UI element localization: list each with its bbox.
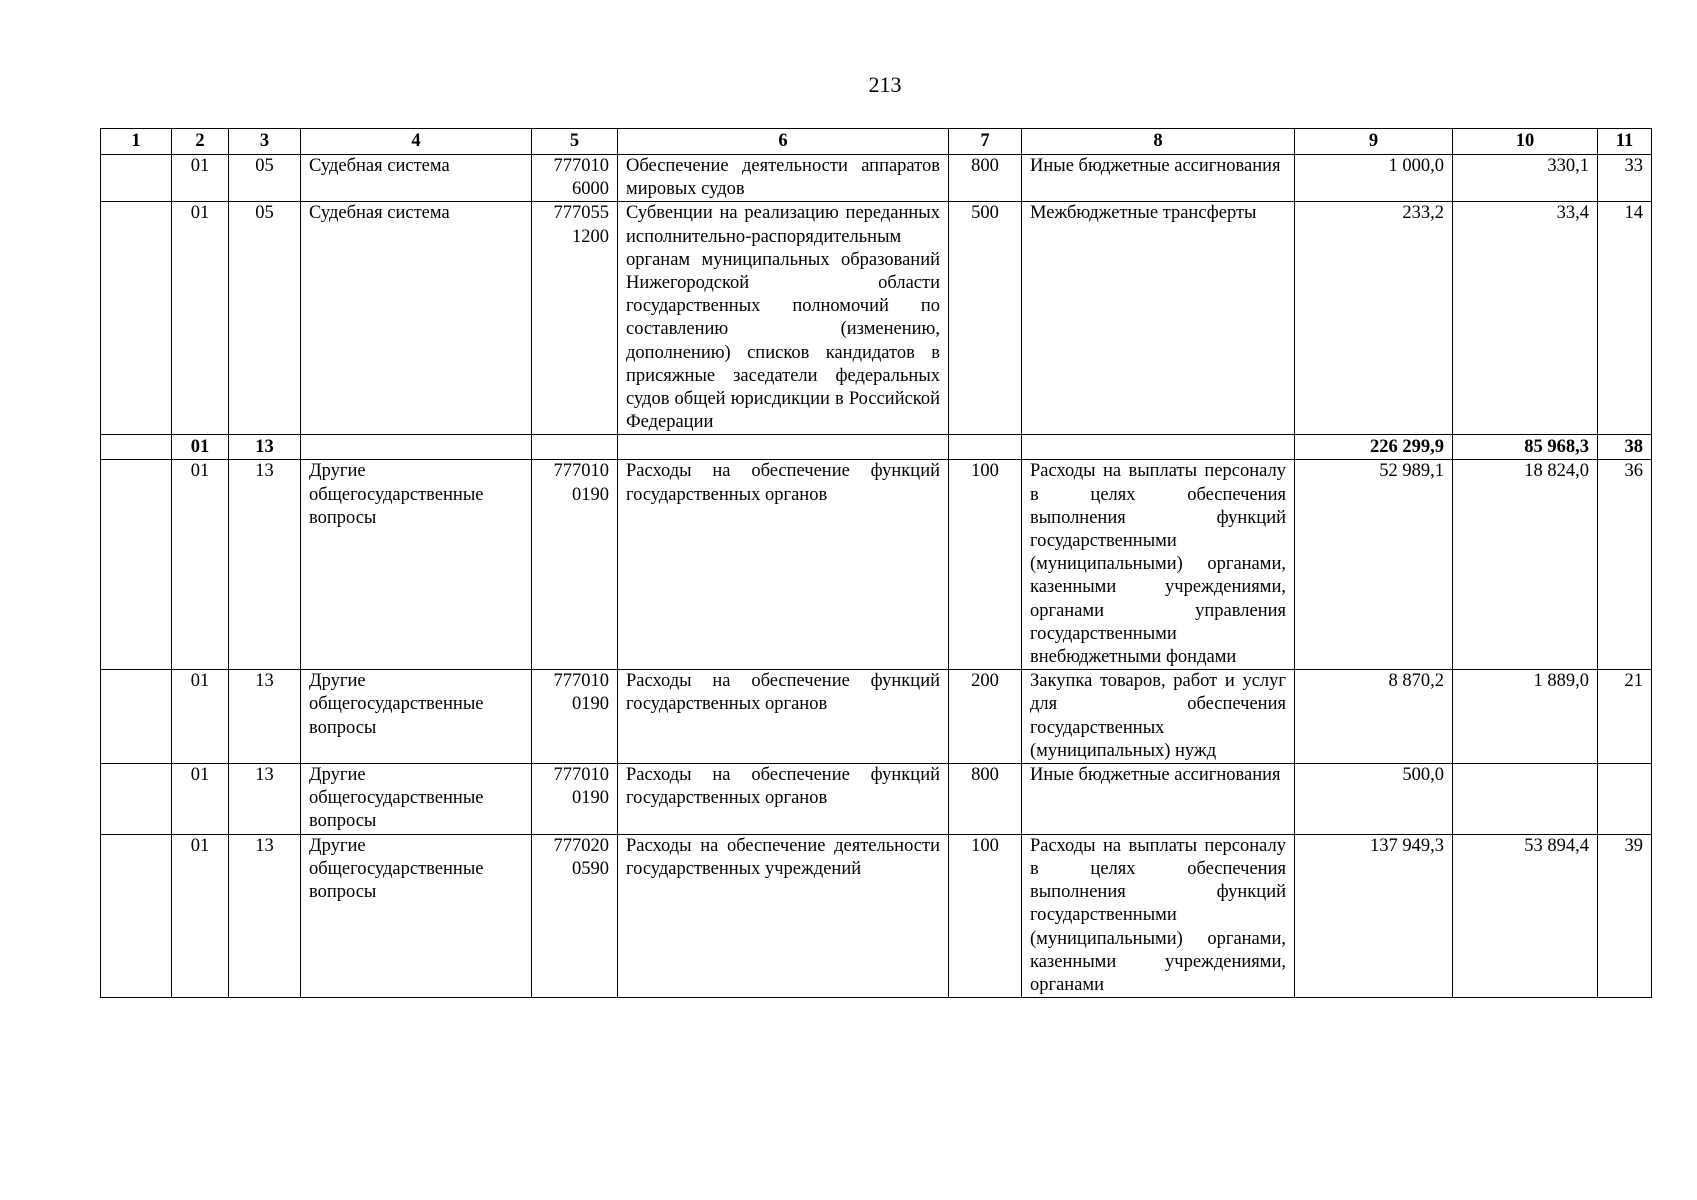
cell-col1 [101, 834, 172, 997]
col-header-4: 4 [301, 129, 532, 155]
cell-description [618, 435, 949, 460]
col-header-2: 2 [172, 129, 229, 155]
cell-actual: 1 889,0 [1453, 670, 1598, 764]
page-number: 213 [868, 72, 902, 97]
cell-subsection: 13 [229, 764, 301, 835]
cell-target-code: 777010 0190 [532, 460, 618, 670]
cell-target-code: 777055 1200 [532, 202, 618, 435]
cell-plan: 226 299,9 [1295, 435, 1453, 460]
cell-target-code: 777010 0190 [532, 764, 618, 835]
budget-table [100, 128, 1652, 998]
cell-target-code: 777020 0590 [532, 834, 618, 997]
cell-section: 01 [172, 460, 229, 670]
table-row [101, 202, 1652, 435]
cell-description: Субвенции на реализацию переданных исполнительно-распорядительным органам муниципальных образований Нижегородской области государственных полномочий по составлению (изменению, дополнению) списков кандидатов в присяжные заседатели федеральных судов общей юрисдикции в Российской Федерации [618, 202, 949, 435]
col-header-1: 1 [101, 129, 172, 155]
cell-plan: 500,0 [1295, 764, 1453, 835]
col-header-10: 10 [1453, 129, 1598, 155]
cell-section-name: Другие общегосударственные вопросы [301, 460, 532, 670]
cell-percent: 33 [1598, 155, 1652, 202]
cell-target-code [532, 435, 618, 460]
cell-plan: 52 989,1 [1295, 460, 1453, 670]
cell-expense-name: Расходы на выплаты персоналу в целях обеспечения выполнения функций государственными (муниципальными) органами, казенными учреждениями, органами [1022, 834, 1295, 997]
col-header-3: 3 [229, 129, 301, 155]
cell-subsection: 13 [229, 670, 301, 764]
cell-actual: 85 968,3 [1453, 435, 1598, 460]
cell-section-name [301, 435, 532, 460]
cell-section: 01 [172, 670, 229, 764]
cell-target-code: 777010 0190 [532, 670, 618, 764]
cell-expense-type: 100 [949, 460, 1022, 670]
cell-section: 01 [172, 834, 229, 997]
cell-description: Расходы на обеспечение функций государственных органов [618, 670, 949, 764]
cell-section: 01 [172, 155, 229, 202]
cell-expense-name [1022, 435, 1295, 460]
cell-col1 [101, 435, 172, 460]
cell-expense-type: 200 [949, 670, 1022, 764]
cell-section: 01 [172, 435, 229, 460]
header-row [101, 129, 1652, 155]
cell-subsection: 13 [229, 460, 301, 670]
cell-col1 [101, 764, 172, 835]
cell-section-name: Судебная система [301, 155, 532, 202]
col-header-8: 8 [1022, 129, 1295, 155]
cell-percent: 21 [1598, 670, 1652, 764]
cell-actual: 53 894,4 [1453, 834, 1598, 997]
cell-subsection: 13 [229, 834, 301, 997]
col-header-11: 11 [1598, 129, 1652, 155]
cell-percent: 39 [1598, 834, 1652, 997]
table-row [101, 764, 1652, 835]
cell-plan: 1 000,0 [1295, 155, 1453, 202]
cell-col1 [101, 155, 172, 202]
cell-actual [1453, 764, 1598, 835]
cell-description: Расходы на обеспечение функций государственных органов [618, 460, 949, 670]
col-header-6: 6 [618, 129, 949, 155]
cell-plan: 137 949,3 [1295, 834, 1453, 997]
cell-expense-type: 500 [949, 202, 1022, 435]
cell-subsection: 05 [229, 155, 301, 202]
cell-percent: 36 [1598, 460, 1652, 670]
cell-actual: 33,4 [1453, 202, 1598, 435]
cell-expense-type: 800 [949, 764, 1022, 835]
table-row [101, 460, 1652, 670]
cell-expense-name: Иные бюджетные ассигнования [1022, 155, 1295, 202]
col-header-5: 5 [532, 129, 618, 155]
cell-actual: 18 824,0 [1453, 460, 1598, 670]
cell-subsection: 13 [229, 435, 301, 460]
cell-percent [1598, 764, 1652, 835]
cell-subsection: 05 [229, 202, 301, 435]
table-row [101, 155, 1652, 202]
cell-expense-type: 100 [949, 834, 1022, 997]
col-header-9: 9 [1295, 129, 1453, 155]
cell-percent: 38 [1598, 435, 1652, 460]
col-header-7: 7 [949, 129, 1022, 155]
cell-plan: 8 870,2 [1295, 670, 1453, 764]
cell-plan: 233,2 [1295, 202, 1453, 435]
table-row [101, 834, 1652, 997]
cell-actual: 330,1 [1453, 155, 1598, 202]
cell-expense-name: Расходы на выплаты персоналу в целях обеспечения выполнения функций государственными (муниципальными) органами, казенными учреждениями, органами управления государственными внебюджетными фондами [1022, 460, 1295, 670]
cell-expense-name: Межбюджетные трансферты [1022, 202, 1295, 435]
cell-expense-name: Иные бюджетные ассигнования [1022, 764, 1295, 835]
cell-section-name: Другие общегосударственные вопросы [301, 834, 532, 997]
table-row [101, 670, 1652, 764]
cell-section: 01 [172, 764, 229, 835]
cell-col1 [101, 460, 172, 670]
cell-expense-type: 800 [949, 155, 1022, 202]
subtotal-row [101, 435, 1652, 460]
cell-expense-type [949, 435, 1022, 460]
cell-description: Обеспечение деятельности аппаратов мировых судов [618, 155, 949, 202]
cell-section-name: Другие общегосударственные вопросы [301, 670, 532, 764]
cell-description: Расходы на обеспечение функций государственных органов [618, 764, 949, 835]
cell-percent: 14 [1598, 202, 1652, 435]
cell-description: Расходы на обеспечение деятельности государственных учреждений [618, 834, 949, 997]
cell-col1 [101, 202, 172, 435]
cell-expense-name: Закупка товаров, работ и услуг для обеспечения государственных (муниципальных) нужд [1022, 670, 1295, 764]
cell-col1 [101, 670, 172, 764]
cell-target-code: 777010 6000 [532, 155, 618, 202]
cell-section-name: Другие общегосударственные вопросы [301, 764, 532, 835]
cell-section: 01 [172, 202, 229, 435]
cell-section-name: Судебная система [301, 202, 532, 435]
